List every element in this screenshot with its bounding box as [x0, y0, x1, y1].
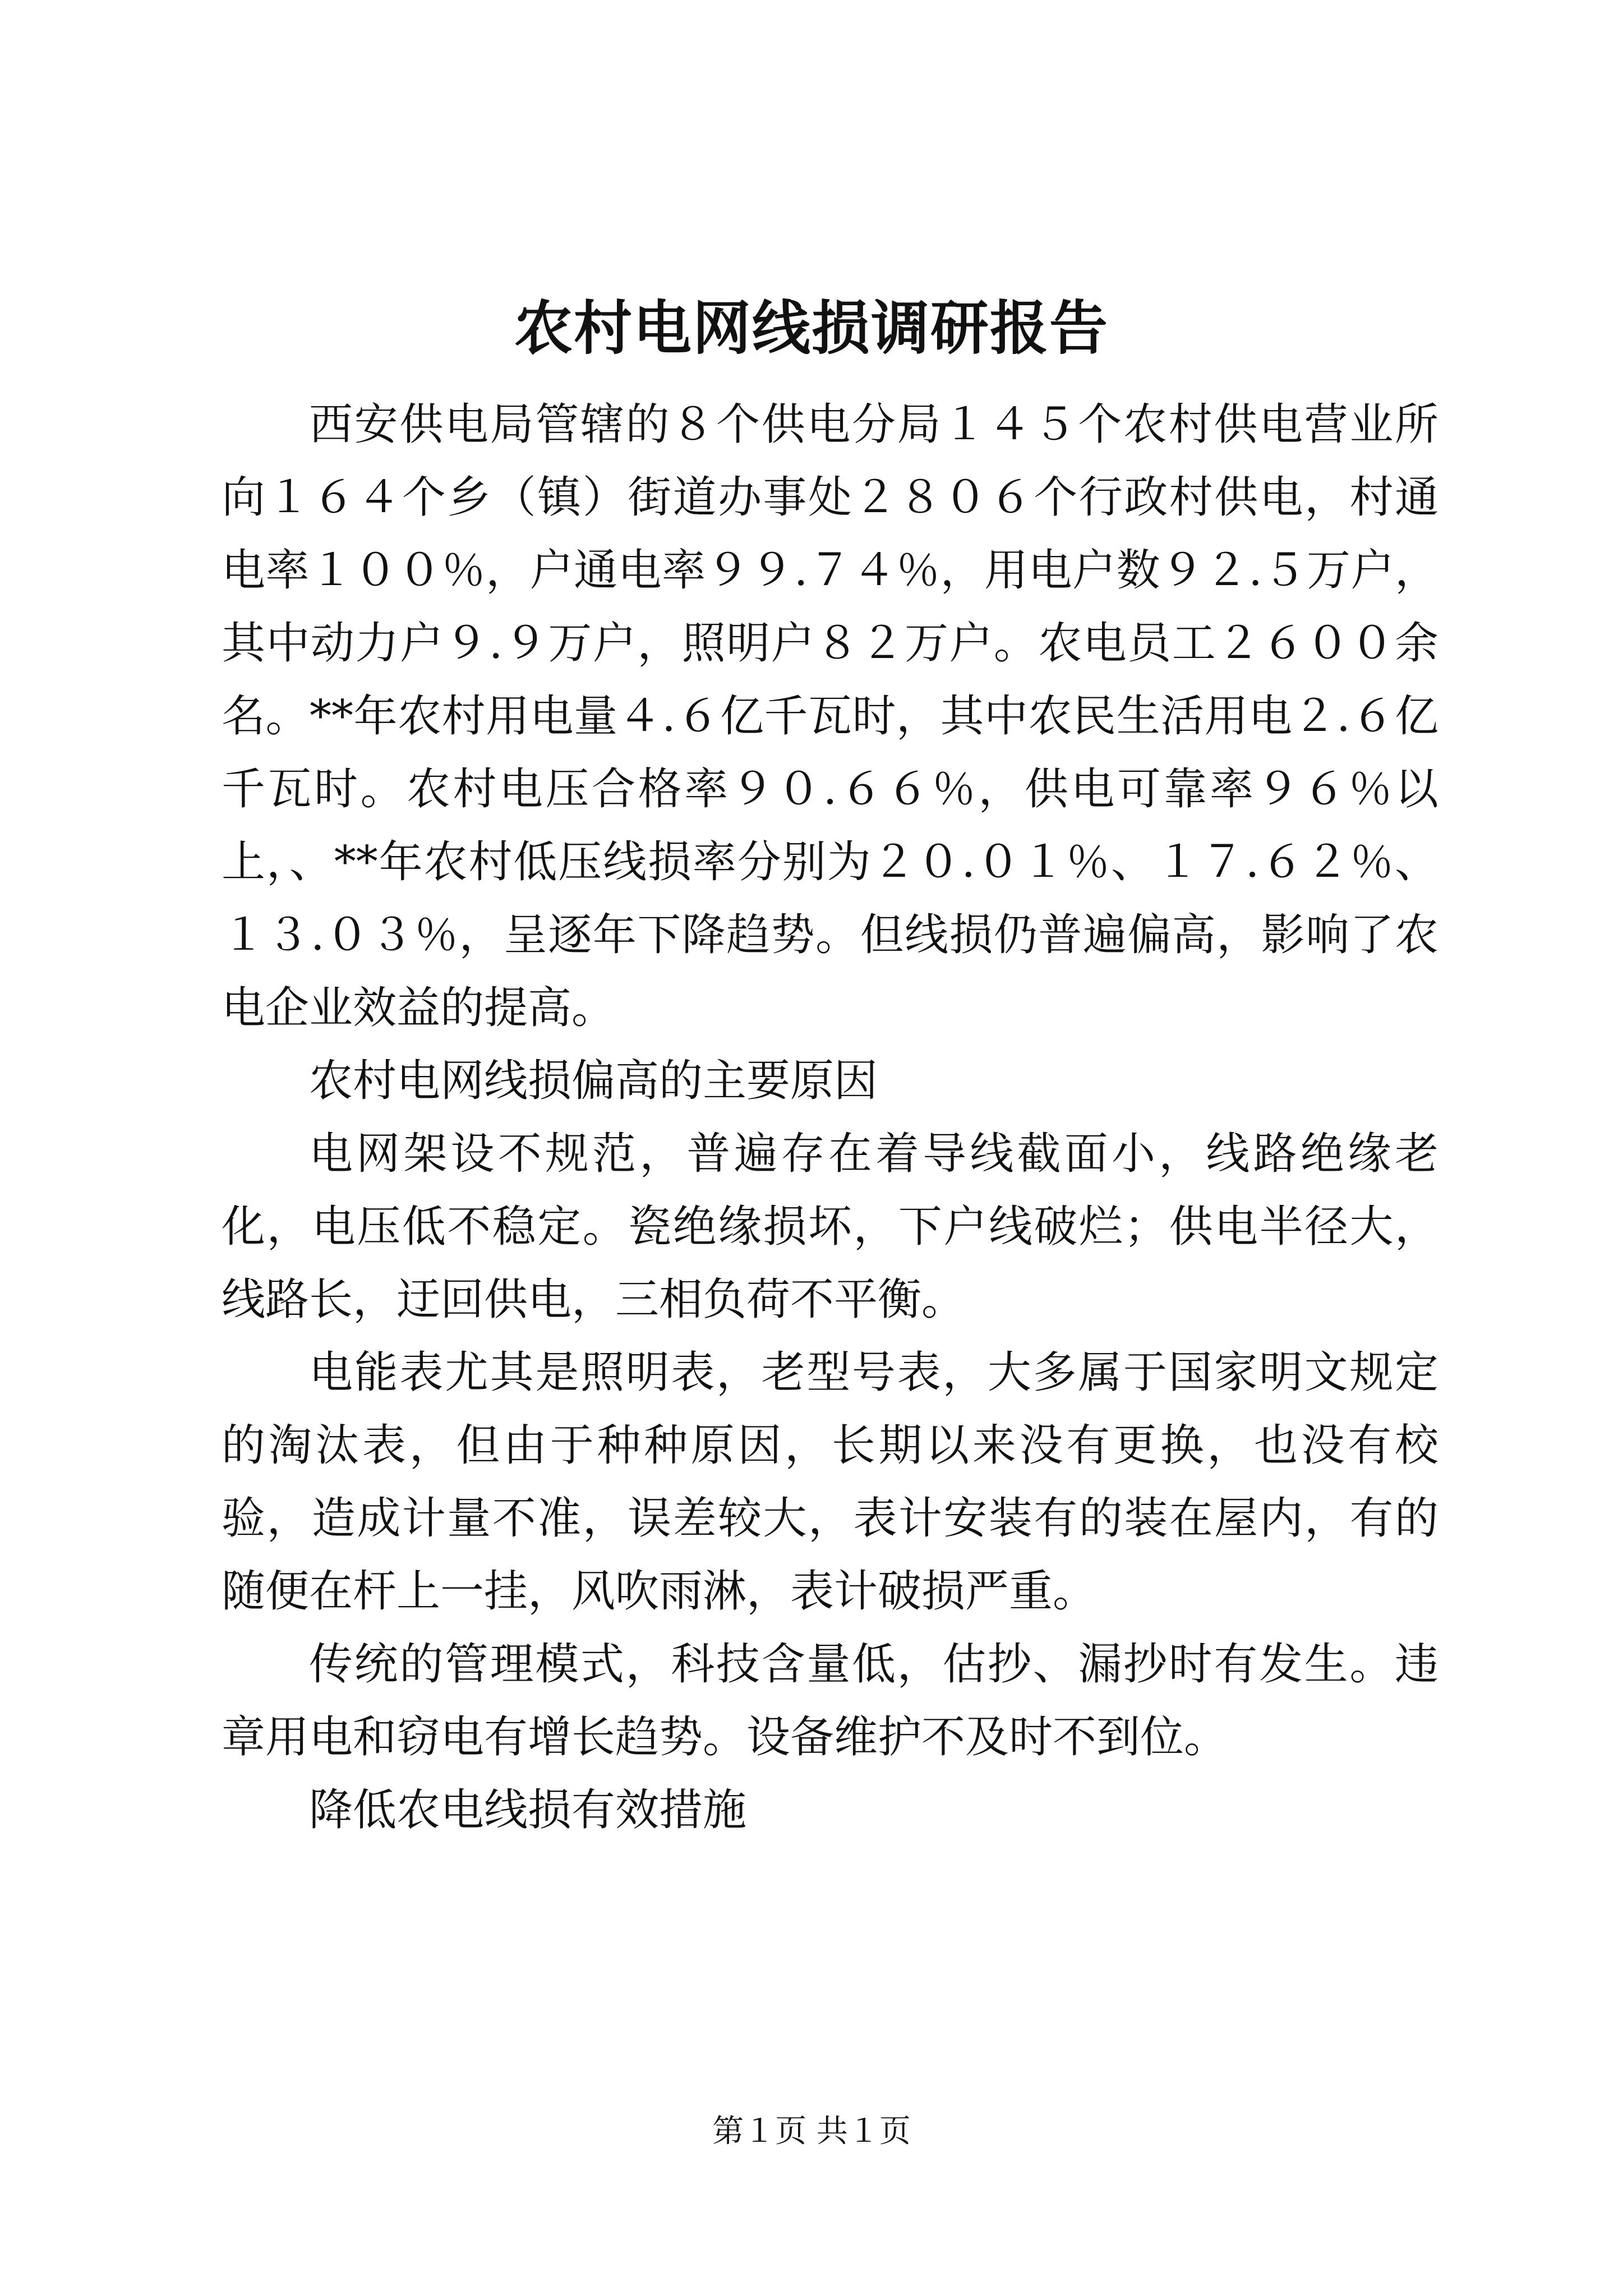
document-title: 农村电网线损调研报告: [514, 293, 1109, 362]
paragraph-meter-issues: 电能表尤其是照明表，老型号表，大多属于国家明文规定的淘汰表，但由于种种原因，长期以来没有更换，也没有校验，造成计量不准，误差较大，表计安装有的装在屋内，有的随便在杆上一挂，风吹雨淋，表计破损严重。: [222, 1347, 1438, 1617]
page-footer: 第１页 共１页: [712, 2113, 911, 2150]
section-heading-causes: 农村电网线损偏高的主要原因: [309, 1056, 878, 1106]
paragraph-management-issues: 传统的管理模式，科技含量低，估抄、漏抄时有发生。违章用电和窃电有增长趋势。设备维护不及时不到位。: [222, 1639, 1438, 1763]
paragraph-grid-issues: 电网架设不规范，普遍存在着导线截面小，线路绝缘老化，电压低不稳定。瓷绝缘损坏，下户线破烂；供电半径大，线路长，迂回供电，三相负荷不平衡。: [222, 1129, 1438, 1325]
section-heading-measures: 降低农电线损有效措施: [309, 1785, 747, 1835]
paragraph-overview: 西安供电局管辖的８个供电分局１４５个农村供电营业所向１６４个乡（镇）街道办事处２８０６个行政村供电，村通电率１００％，户通电率９９.７４％，用电户数９２.５万户，其中动力户９.９万户，照明户８２万户。农电员工２６００余名。**年农村用电量４.６亿千瓦时，其中农民生活用电２.６亿千瓦时。农村电压合格率９０.６６％，供电可靠率９６％以上，、**年农村低压线损率分别为２０.０１％、１７.６２％、１３.０３％，呈逐年下降趋势。但线损仍普遍偏高，影响了农电企业效益的提高。: [222, 399, 1438, 1033]
document-body: [222, 388, 1438, 1847]
